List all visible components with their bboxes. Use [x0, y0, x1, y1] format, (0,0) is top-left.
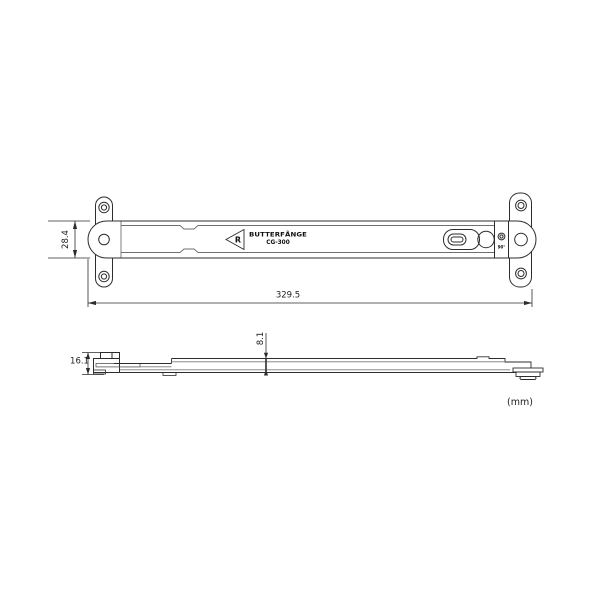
units-label: (mm) — [507, 397, 533, 408]
triangle-r-letter: R — [234, 235, 242, 245]
dimension-text-body-height: 28.4 — [61, 230, 71, 249]
adjuster-mark-text: 90° — [497, 244, 506, 250]
model-text: CG-300 — [266, 240, 290, 246]
dimension-text-rail-thickness: 8.1 — [256, 331, 266, 346]
brand-text: BUTTERFÅNGE — [249, 230, 304, 239]
dimension-text-overall-length: 329.5 — [275, 290, 301, 301]
dimension-text-bracket-height: 16.1 — [70, 356, 89, 367]
